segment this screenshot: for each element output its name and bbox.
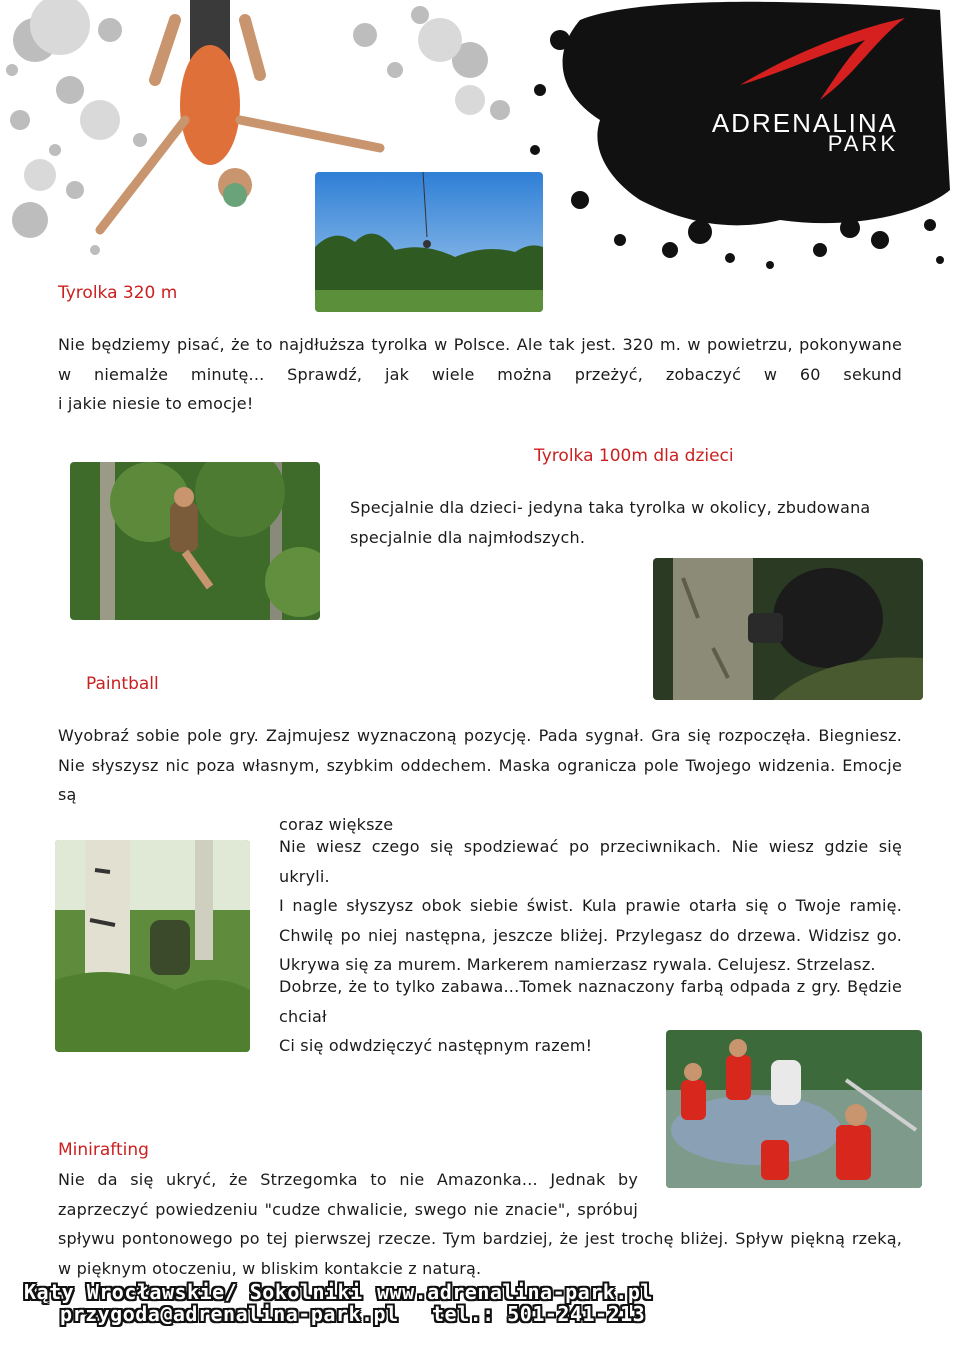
text-line: coraz większe xyxy=(279,814,394,834)
paintball-text-2 xyxy=(279,832,902,980)
minirafting-text-2 xyxy=(58,1224,902,1283)
tyrolka-100-heading: Tyrolka 100m dla dzieci xyxy=(534,446,734,466)
tyrolka-100-text xyxy=(350,493,902,552)
text-line: Ci się odwdzięczyć następnym razem! xyxy=(279,1036,593,1055)
text-line: w niemalże minutę... Sprawdź, jak wiele można przeżyć, zobaczyć w 60 sekund xyxy=(58,364,902,384)
tyrolka-320-text xyxy=(58,330,902,419)
logo-title: ADRENALINA xyxy=(711,108,898,138)
text-line: Nie będziemy pisać, że to najdłuższa tyrolka w Polsce. Ale tak jest. 320 m. w powietrzu, pokonywane xyxy=(58,335,902,354)
text-line: i jakie niesie to emocje! xyxy=(58,394,254,413)
paintball-mask-photo xyxy=(653,558,923,700)
text-line: Nie słyszysz nic poza własnym, szybkim oddechem. Maska ogranicza pole Twojego widzenia. Emocje są xyxy=(58,755,902,804)
paintball-text xyxy=(58,721,902,839)
paintball-heading: Paintball xyxy=(86,674,159,694)
header xyxy=(0,0,960,280)
text-line: Chwilę po niej następna, jeszcze bliżej. Przylegasz do drzewa. Widzisz go. xyxy=(279,925,902,945)
text-line: Nie wiesz czego się spodziewać po przeciwnikach. Nie wiesz gdzie się ukryli. xyxy=(279,837,902,886)
footer-website-link[interactable]: www.adrenalina-park.pl xyxy=(377,1280,653,1304)
footer-email-link[interactable]: przygoda@adrenalina-park.pl xyxy=(60,1302,399,1326)
text-line: Specjalnie dla dzieci- jedyna taka tyrolka w okolicy, zbudowana xyxy=(350,498,871,517)
text-line: chciał xyxy=(279,1006,327,1026)
text-line: Ukrywa się za murem. Markerem namierzasz rywala. Celujesz. Strzelasz. xyxy=(279,955,876,974)
text-line: zaprzeczyć powiedzeniu "cudze chwalicie, swego nie znacie", spróbuj xyxy=(58,1199,638,1219)
logo-subtitle: PARK xyxy=(827,131,898,156)
text-line: spływu pontonowego po tej pierwszej rzecze. Tym bardziej, że jest trochę bliżej. Spływ piękną rzeką, xyxy=(58,1229,902,1248)
tyrolka-320-heading: Tyrolka 320 m xyxy=(58,283,178,303)
text-line: Wyobraź sobie pole gry. Zajmujesz wyznaczoną pozycję. Pada sygnał. Gra się rozpoczęła. Biegniesz. xyxy=(58,726,902,745)
footer-location: Kąty Wrocławskie/ Sokolniki xyxy=(24,1280,363,1304)
minirafting-heading: Minirafting xyxy=(58,1140,149,1160)
footer-phone: tel.: 501-241-213 xyxy=(432,1302,646,1326)
minirafting-text xyxy=(58,1165,638,1224)
zipline-lake-photo xyxy=(315,172,543,312)
paintball-forest-photo xyxy=(55,840,250,1052)
text-line: I nagle słyszysz obok siebie świst. Kula prawie otarła się o Twoje ramię. xyxy=(279,896,902,915)
text-line: Nie da się ukryć, że Strzegomka to nie Amazonka... Jednak by xyxy=(58,1170,638,1189)
text-line: w pięknym otoczeniu, w bliskim kontakcie z naturą. xyxy=(58,1258,482,1278)
rafting-photo xyxy=(666,1030,922,1188)
text-line: Dobrze, że to tylko zabawa...Tomek naznaczony farbą odpada z gry. Będzie xyxy=(279,977,902,996)
text-line: specjalnie dla najmłodszych. xyxy=(350,527,586,547)
kids-zipline-photo xyxy=(70,462,320,620)
